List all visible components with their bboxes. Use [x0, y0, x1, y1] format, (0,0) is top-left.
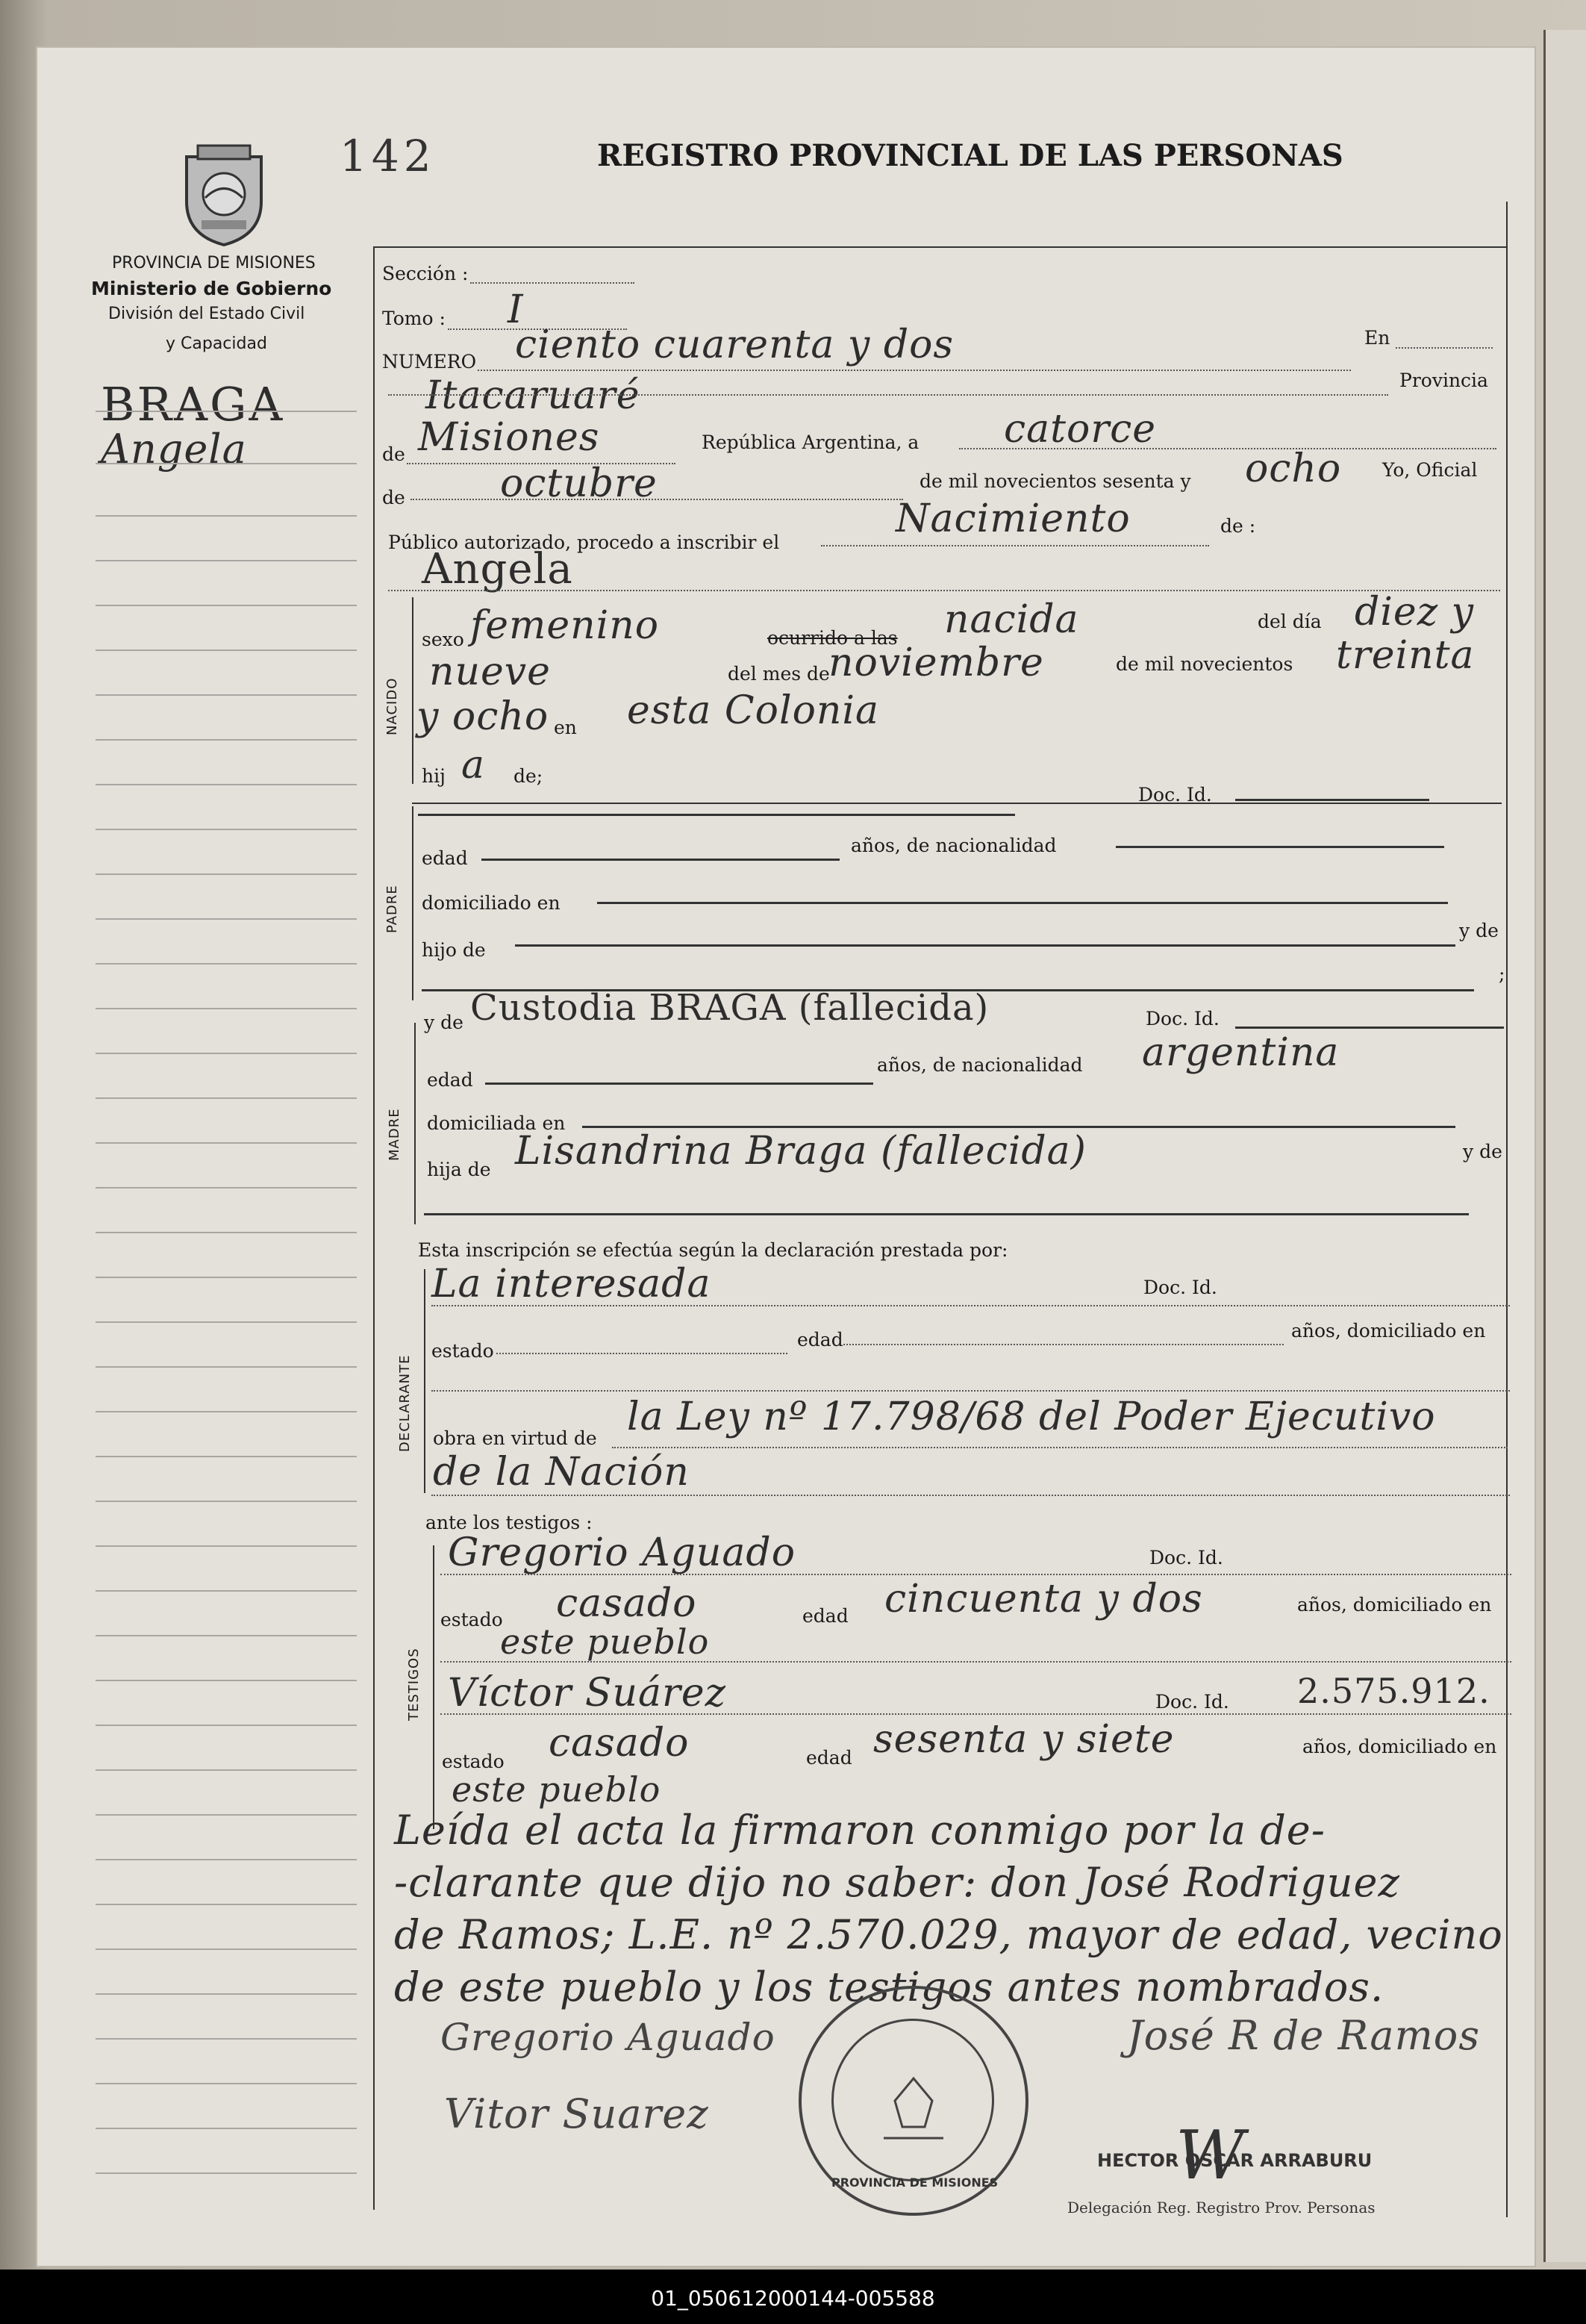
padre-bracket	[412, 806, 413, 1000]
madre-nombre: Custodia BRAGA (fallecida)	[470, 987, 990, 1029]
firma-testigo2: Vitor Suarez	[444, 2090, 709, 2137]
nacido-section-label: NACIDO	[384, 677, 400, 735]
padre-section-label: PADRE	[384, 885, 400, 933]
oficial-cargo: Delegación Reg. Registro Prov. Personas	[1067, 2199, 1376, 2216]
madre-bracket	[414, 1023, 416, 1224]
declarante-obra-label: obra en virtud de	[433, 1427, 597, 1449]
padre-nacionalidad-label: años, de nacionalidad	[851, 835, 1057, 856]
nacido-nombre: Angela	[422, 545, 573, 594]
de2-label: de	[382, 487, 405, 508]
nota-line1: Leída el acta la firmaron conmigo por la de-	[394, 1807, 1326, 1854]
madre-hija-label: hija de	[427, 1159, 491, 1180]
nacido-bracket	[412, 597, 413, 784]
declarante-obra-value: la Ley nº 17.798/68 del Poder Ejecutivo	[627, 1395, 1436, 1439]
testigo1-anios-label: años, domiciliado en	[1297, 1594, 1492, 1616]
en-label: En	[1364, 327, 1390, 349]
dia-value-nacido-2: nueve	[429, 649, 551, 694]
provincia-label: Provincia	[1399, 370, 1488, 391]
nota-line2: -clarante que dijo no saber: don José Rodriguez	[394, 1859, 1400, 1906]
anio-value-nacido: treinta	[1336, 633, 1475, 678]
testigo2-doc: 2.575.912.	[1297, 1671, 1490, 1711]
madre-domicilio-label: domiciliada en	[427, 1112, 566, 1134]
nota-line4: de este pueblo y los testigos antes nombrados.	[394, 1963, 1384, 2010]
testigos-intro: ante los testigos :	[425, 1512, 593, 1533]
de-label: de	[382, 443, 405, 465]
sexo-value: femenino	[470, 603, 660, 648]
testigos-bracket	[433, 1545, 434, 1829]
anio-label-nacido: de mil novecientos	[1116, 653, 1293, 675]
madre-y-de2-label: y de	[1463, 1141, 1502, 1162]
de3-label: de :	[1220, 515, 1256, 537]
header-rule	[373, 246, 1508, 248]
anio-label: de mil novecientos sesenta y	[920, 470, 1191, 492]
del-dia-label: del día	[1258, 611, 1322, 632]
archive-id: 01_050612000144-005588	[651, 2286, 935, 2311]
testigo2-edad: sesenta y siete	[873, 1717, 1175, 1762]
madre-nacionalidad-value: argentina	[1142, 1030, 1340, 1075]
madre-doc-label: Doc. Id.	[1146, 1008, 1220, 1029]
testigo2-nombre: Víctor Suárez	[448, 1671, 727, 1716]
page-number: 142	[340, 131, 436, 181]
declarante-anios-label: años, domiciliado en	[1291, 1320, 1486, 1342]
provincia-value: Misiones	[418, 415, 600, 460]
madre-hija-value: Lisandrina Braga (fallecida)	[515, 1129, 1087, 1174]
testigo2-estado-label: estado	[442, 1751, 505, 1772]
ocurrido-label: ocurrido a las	[767, 627, 898, 649]
oficial-nombre: HECTOR OSCAR ARRABURU	[1097, 2150, 1373, 2171]
declarante-estado-label: estado	[431, 1340, 494, 1362]
madre-section-label: MADRE	[387, 1108, 402, 1161]
lugar-value-nacido: esta Colonia	[627, 688, 880, 733]
declarante-doc-label: Doc. Id.	[1143, 1277, 1217, 1298]
seccion-label: Sección :	[382, 263, 469, 284]
official-seal-icon	[799, 1986, 1028, 2216]
testigo2-doc-label: Doc. Id.	[1155, 1691, 1229, 1713]
hij-value: a	[461, 743, 486, 788]
hij-label: hij	[422, 765, 446, 787]
anio-value-nacido-2: y ocho	[416, 694, 549, 739]
authority-line4: y Capacidad	[166, 334, 267, 353]
mes-label-nacido: del mes de	[728, 663, 830, 685]
numero-label: NUMERO	[382, 351, 477, 373]
adjacent-page-edge	[1543, 30, 1586, 2262]
dia-value-nacido: diez y	[1355, 590, 1474, 635]
main-column-rule	[373, 246, 375, 2210]
anio-value: ocho	[1245, 446, 1342, 491]
madre-edad-label: edad	[427, 1069, 473, 1091]
testigo1-doc-label: Doc. Id.	[1149, 1547, 1223, 1568]
padre-semicolon: ;	[1499, 963, 1505, 985]
declarante-nombre: La interesada	[431, 1262, 711, 1306]
testigo2-edad-label: edad	[806, 1747, 852, 1769]
declarante-obra-value-2: de la Nación	[433, 1450, 690, 1495]
testigo1-nombre: Gregorio Aguado	[448, 1530, 796, 1575]
document-title: REGISTRO PROVINCIAL DE LAS PERSONAS	[597, 138, 1343, 173]
tomo-value: I	[508, 287, 524, 332]
madre-nacionalidad-label: años, de nacionalidad	[877, 1054, 1083, 1076]
padre-hijo-label: hijo de	[422, 939, 486, 961]
padre-edad-label: edad	[422, 847, 468, 869]
lugar-value: Itacaruaré	[425, 373, 640, 418]
ocurrido-value: nacida	[944, 597, 1079, 642]
padre-domicilio-label: domiciliado en	[422, 892, 561, 914]
declarante-section-label: DECLARANTE	[397, 1354, 413, 1452]
testigo1-estado-label: estado	[440, 1609, 503, 1630]
dia-value: catorce	[1004, 407, 1157, 452]
declarante-edad-label: edad	[797, 1329, 843, 1351]
acto-value: Nacimiento	[896, 496, 1131, 541]
oficial-label: Yo, Oficial	[1382, 459, 1478, 481]
publico-label: Público autorizado, procedo a inscribir el	[388, 532, 780, 553]
authority-line3: División del Estado Civil	[108, 305, 305, 323]
padre-y-de-label: y de	[1459, 920, 1499, 941]
padre-doc-label: Doc. Id.	[1138, 784, 1212, 806]
testigo2-estado: casado	[549, 1721, 690, 1766]
margin-surname: BRAGA	[101, 377, 285, 432]
authority-line1: PROVINCIA DE MISIONES	[112, 254, 316, 272]
testigo1-edad-label: edad	[802, 1605, 849, 1627]
mes-value: octubre	[500, 461, 658, 506]
sexo-label: sexo	[422, 629, 464, 650]
firma-testigo1: Gregorio Aguado	[440, 2016, 775, 2059]
madre-y-de-label: y de	[424, 1012, 463, 1033]
testigo2-anios-label: años, domiciliado en	[1302, 1736, 1497, 1757]
testigo2-domicilio: este pueblo	[452, 1769, 661, 1810]
nota-line3: de Ramos; L.E. nº 2.570.029, mayor de edad, vecino	[394, 1911, 1503, 1958]
declarante-intro: Esta inscripción se efectúa según la declaración prestada por:	[418, 1239, 1008, 1261]
testigo1-edad: cincuenta y dos	[884, 1577, 1203, 1621]
seal-text: PROVINCIA DE MISIONES	[831, 2175, 999, 2190]
coat-of-arms-icon	[175, 142, 272, 246]
firma-declarante: José R de Ramos	[1127, 2012, 1481, 2059]
testigo1-estado: casado	[556, 1581, 697, 1626]
margin-name: Angela	[101, 426, 247, 473]
right-column-rule	[1506, 202, 1508, 2217]
mes-value-nacido: noviembre	[828, 641, 1044, 685]
en-label-nacido: en	[554, 717, 577, 738]
oficial-firma-icon: W	[1176, 2116, 1246, 2195]
testigos-section-label: TESTIGOS	[406, 1648, 422, 1721]
padre-top-rule	[412, 803, 1502, 804]
declarante-bracket	[424, 1269, 425, 1493]
testigo1-domicilio: este pueblo	[500, 1621, 710, 1662]
de-label-nacido: de;	[513, 765, 543, 787]
tomo-label: Tomo :	[382, 308, 446, 329]
numero-value: ciento cuarenta y dos	[515, 323, 955, 367]
authority-line2: Ministerio de Gobierno	[91, 278, 332, 299]
republica-label: República Argentina, a	[702, 432, 920, 453]
